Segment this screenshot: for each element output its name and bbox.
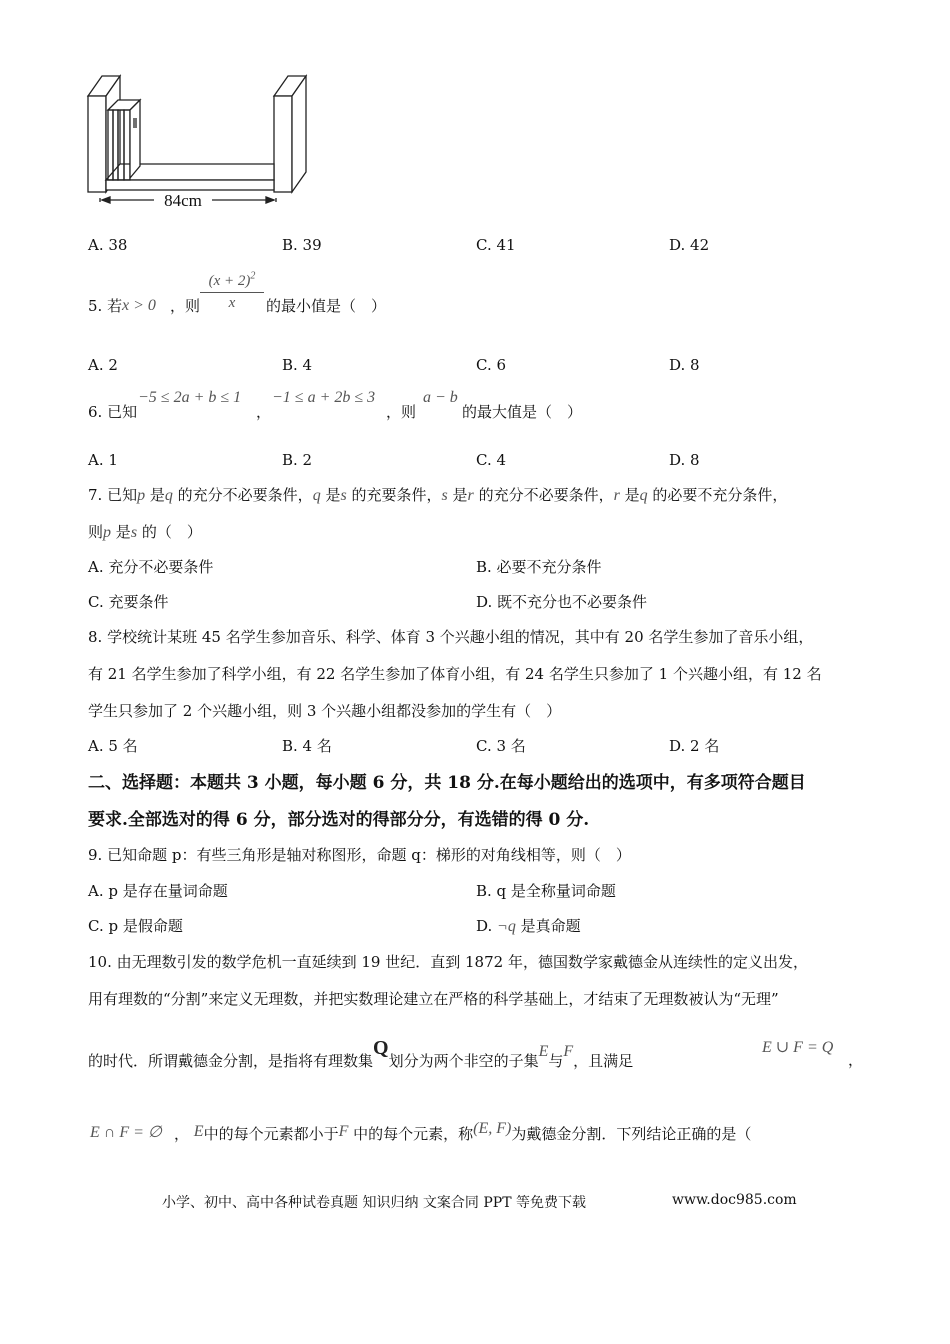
q8-option-a[interactable]: A. 5 名 <box>88 737 138 755</box>
q6-option-b[interactable]: B. 2 <box>282 451 313 469</box>
q6-option-d[interactable]: D. 8 <box>669 451 700 469</box>
q6-condition-1: −5 ≤ 2a + b ≤ 1 <box>138 389 242 406</box>
q5-mid: ，则 <box>170 297 201 315</box>
section2-heading-line2: 要求.全部选对的得 6 分，部分选对的得部分分，有选错的得 0 分. <box>88 810 590 830</box>
q5-option-a[interactable]: A. 2 <box>88 356 118 374</box>
bookshelf-figure <box>80 68 320 218</box>
q4-option-d[interactable]: D. 42 <box>669 236 710 254</box>
q8-line3: 学生只参加了 2 个兴趣小组，则 3 个兴趣小组都没参加的学生有（ ） <box>88 702 562 720</box>
q7-option-d[interactable]: D. 既不充分也不必要条件 <box>476 593 648 611</box>
q4-option-a[interactable]: A. 38 <box>88 236 128 254</box>
q6-expression: a − b <box>423 389 458 406</box>
q9-option-c[interactable]: C. p 是假命题 <box>88 917 183 935</box>
q9-option-a[interactable]: A. p 是存在量词命题 <box>88 882 228 900</box>
q6-separator: ， <box>256 403 272 421</box>
q7-option-b[interactable]: B. 必要不充分条件 <box>476 558 602 576</box>
q5-fraction <box>200 270 264 312</box>
q5-option-b[interactable]: B. 4 <box>282 356 313 374</box>
q10-line3: 的时代．所谓戴德金分割，是指将有理数集Q划分为两个非空的子集E与F，且满足 <box>88 1037 634 1070</box>
q5-option-c[interactable]: C. 6 <box>476 356 507 374</box>
q5-suffix: 的最小值是（ ） <box>266 297 387 315</box>
q8-option-b[interactable]: B. 4 名 <box>282 737 332 755</box>
q6-mid: ，则 <box>386 403 417 421</box>
q10-line2: 用有理数的“分割”来定义无理数，并把实数理论建立在严格的科学基础上，才结束了无理数被认为“无理” <box>88 990 779 1008</box>
q6-option-c[interactable]: C. 4 <box>476 451 507 469</box>
q7-line1: 7. 已知p 是q 的充分不必要条件，q 是s 的充要条件，s 是r 的充分不必要条件，r 是q 的必要不充分条件， <box>88 486 788 504</box>
footer-text: 小学、初中、高中各种试卷真题 知识归纳 文案合同 PPT 等免费下载 <box>162 1195 586 1211</box>
figure-width-label: 84cm <box>164 191 202 210</box>
q4-option-b[interactable]: B. 39 <box>282 236 322 254</box>
q9-stem: 9. 已知命题 p：有些三角形是轴对称图形，命题 q：梯形的对角线相等，则（ ） <box>88 846 631 864</box>
q6-condition-2: −1 ≤ a + 2b ≤ 3 <box>272 389 376 406</box>
q5-denominator: x <box>228 295 236 311</box>
q7-option-a[interactable]: A. 充分不必要条件 <box>88 558 214 576</box>
q6-suffix: 的最大值是（ ） <box>462 403 583 421</box>
q8-option-c[interactable]: C. 3 名 <box>476 737 526 755</box>
q5-numerator: (x + 2) <box>208 273 251 289</box>
q5-option-d[interactable]: D. 8 <box>669 356 700 374</box>
q6-option-a[interactable]: A. 1 <box>88 451 118 469</box>
q9-option-d[interactable]: D. ¬q 是真命题 <box>476 917 581 935</box>
q10-union: E ∪ F = Q <box>762 1039 834 1056</box>
q7-line2: 则p 是s 的（ ） <box>88 523 202 541</box>
section2-heading-line1: 二、选择题：本题共 3 小题，每小题 6 分，共 18 分.在每小题给出的选项中，有多项符合题目 <box>88 773 806 793</box>
q8-line1: 8. 学校统计某班 45 名学生参加音乐、科学、体育 3 个兴趣小组的情况，其中有 20 名学生参加了音乐小组， <box>88 628 814 646</box>
q8-line2: 有 21 名学生参加了科学小组，有 22 名学生参加了体育小组，有 24 名学生只参加了 1 个兴趣小组，有 12 名 <box>88 665 822 683</box>
q10-line4: ， E中的每个元素都小于F 中的每个元素，称(E, F)为戴德金分割．下列结论正确的是（ <box>174 1120 752 1143</box>
q5-condition: x > 0 <box>122 297 156 314</box>
footer-url[interactable]: www.doc985.com <box>672 1192 797 1208</box>
q10-line1: 10. 由无理数引发的数学危机一直延续到 19 世纪．直到 1872 年，德国数学家戴德金从连续性的定义出发， <box>88 953 808 971</box>
q8-option-d[interactable]: D. 2 名 <box>669 737 720 755</box>
q7-option-c[interactable]: C. 充要条件 <box>88 593 169 611</box>
q4-option-c[interactable]: C. 41 <box>476 236 516 254</box>
q5-exponent: 2 <box>250 270 256 282</box>
q10-line3-end: ， <box>848 1051 864 1069</box>
q6-prefix: 6. 已知 <box>88 403 138 421</box>
q10-intersect: E ∩ F = ∅ <box>90 1124 162 1141</box>
q5-prefix: 5. 若 <box>88 297 123 315</box>
q9-option-b[interactable]: B. q 是全称量词命题 <box>476 882 616 900</box>
